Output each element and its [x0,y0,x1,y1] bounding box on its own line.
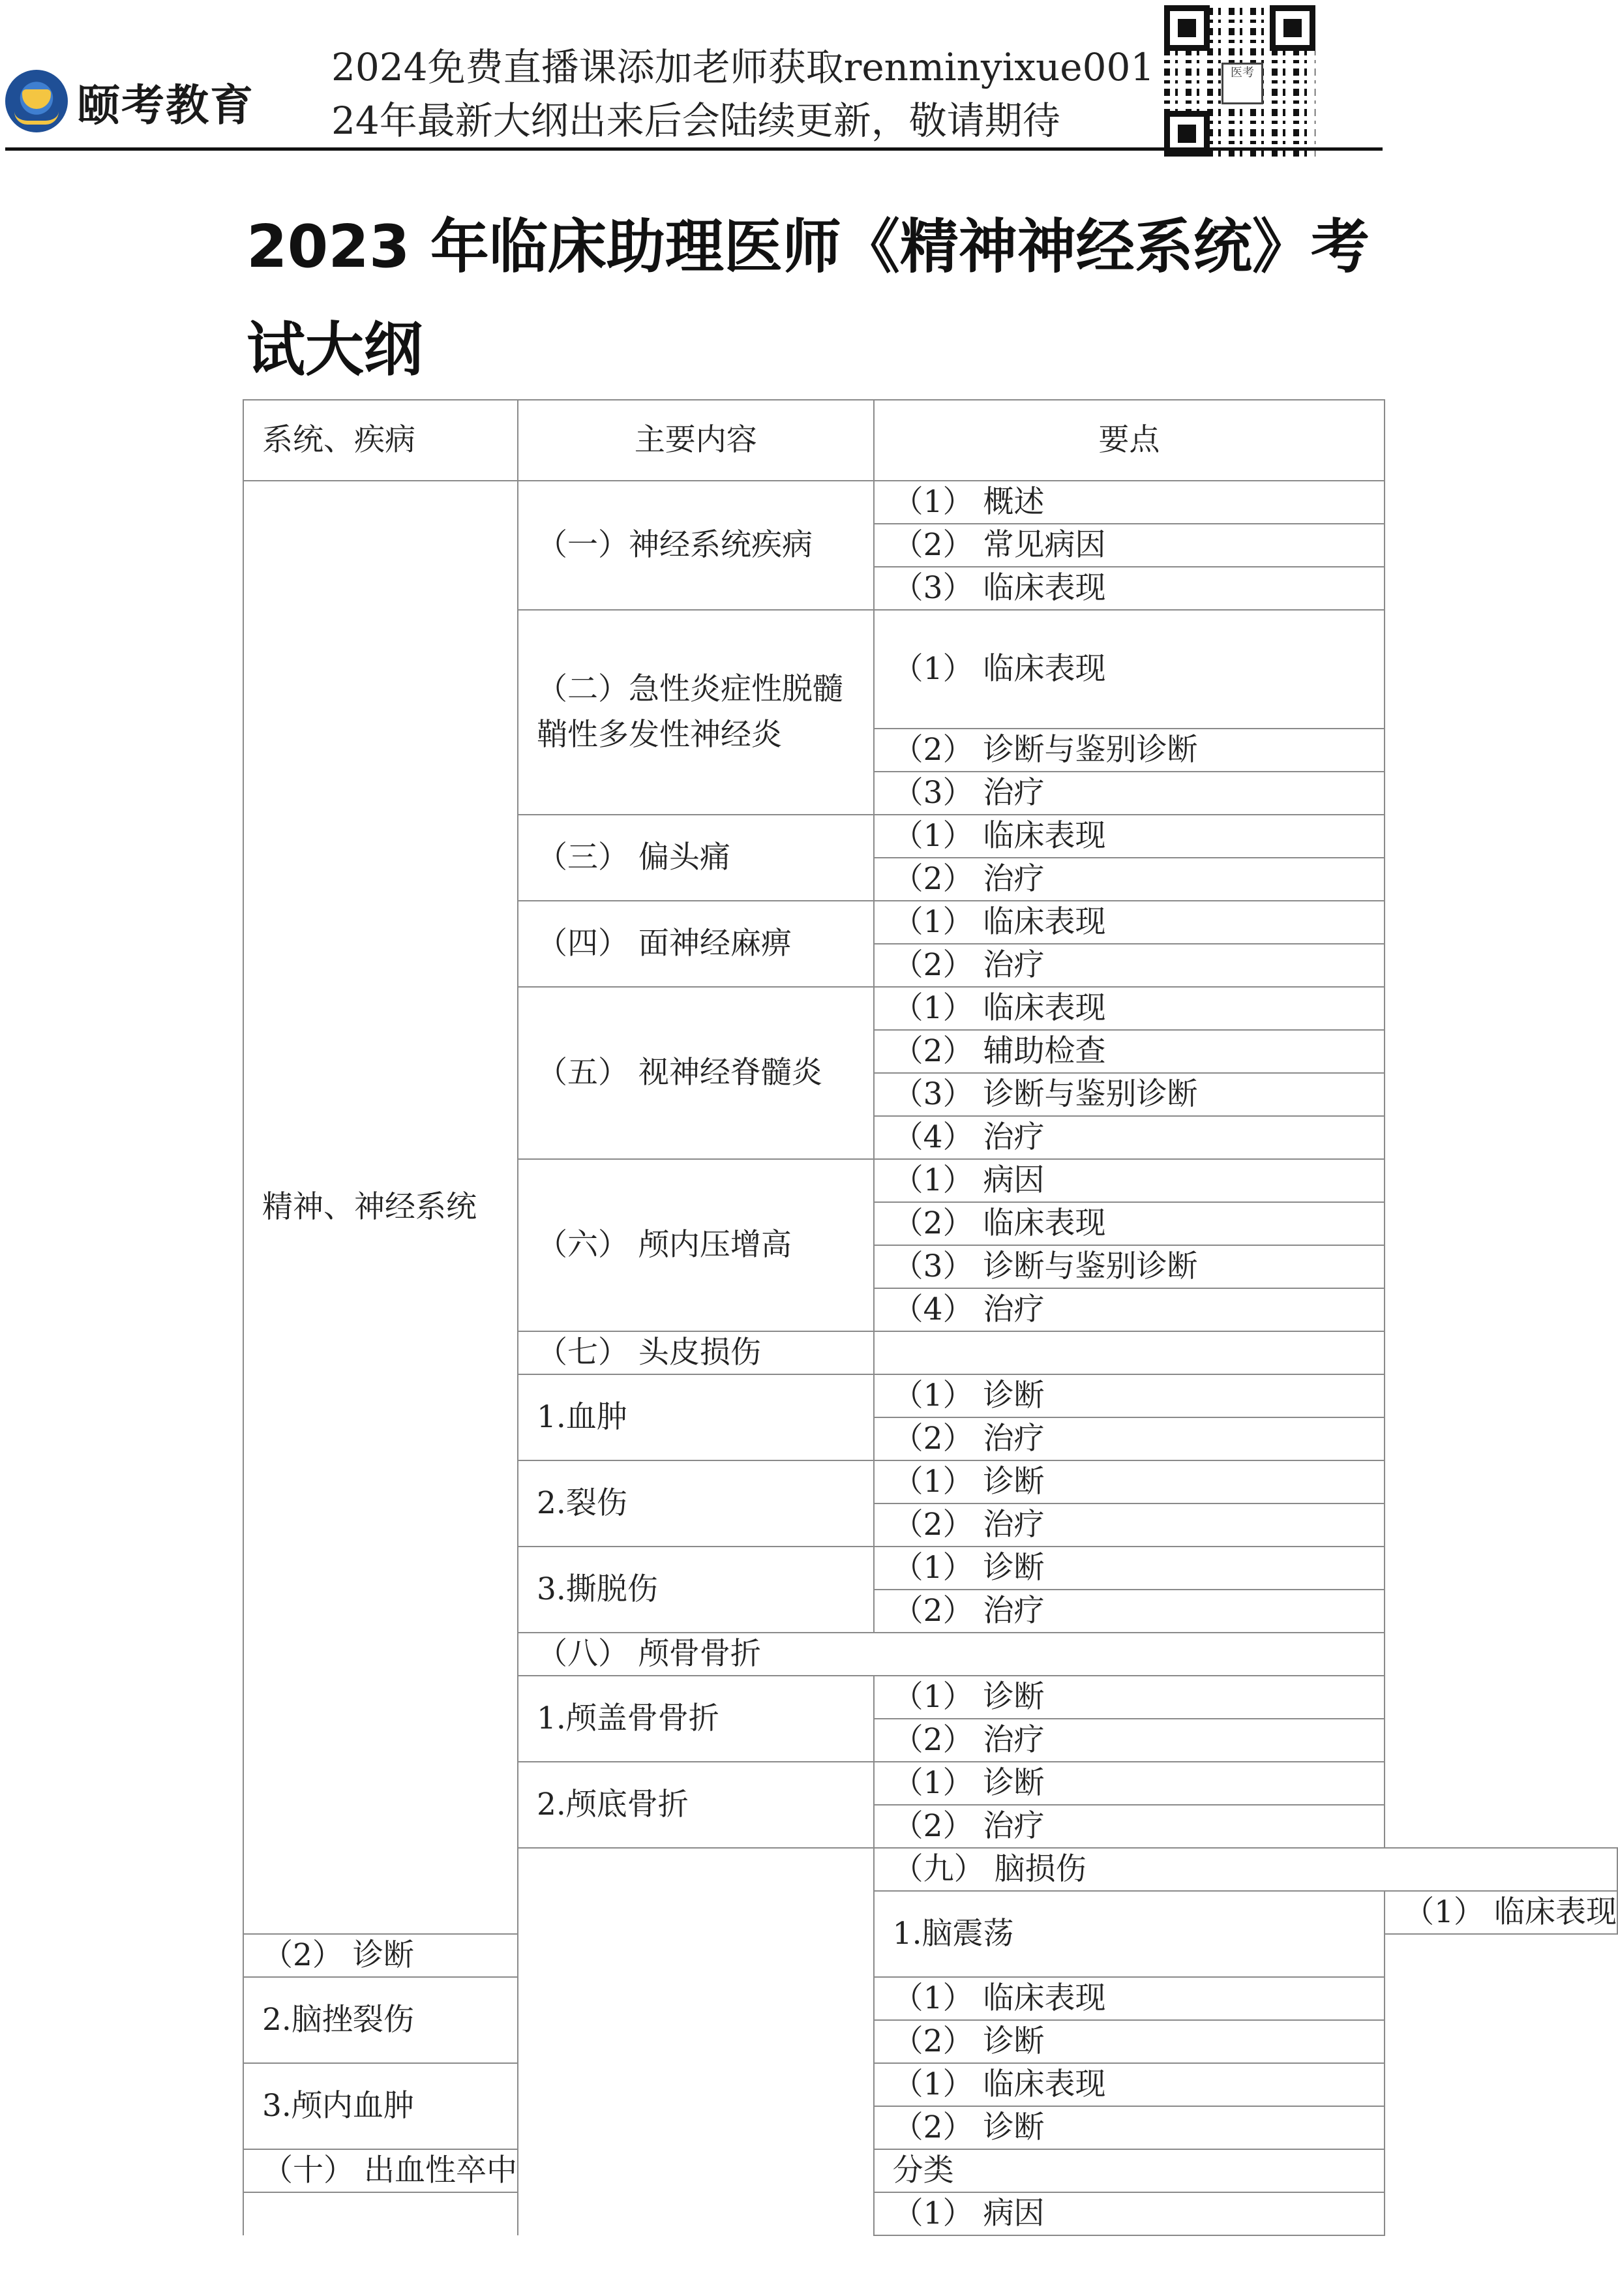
table-header-row [243,400,1617,481]
header-notice-line2: 24年最新大纲出来后会陆续更新，敬请期待 [331,98,1060,143]
point-cell: （2） 诊断 [874,2106,1385,2149]
point-cell: （1） 诊断 [874,1547,1385,1590]
content-cell: （八） 颅骨骨折 [518,1633,1385,1676]
point-cell: （1） 临床表现 [874,987,1385,1030]
content-cell: 2.脑挫裂伤 [243,1977,518,2063]
point-cell: （1） 临床表现 [874,610,1385,729]
point-cell: （2） 治疗 [874,858,1385,901]
header-content: 主要内容 [518,400,874,481]
content-cell: （二）急性炎症性脱髓鞘性多发性神经炎 [518,610,874,815]
system-cell-continued [518,1848,874,2235]
point-cell: （2） 常见病因 [874,524,1385,567]
point-cell: （1） 病因 [874,2192,1385,2235]
header-points: 要点 [874,400,1385,481]
qr-finder-top-right [1270,5,1315,51]
header-system: 系统、疾病 [243,400,518,481]
point-cell: （1） 临床表现 [874,2063,1385,2106]
point-cell: （2） 诊断 [243,1934,518,1977]
point-cell: （1） 诊断 [874,1460,1385,1503]
point-cell-empty [874,1331,1385,1374]
point-cell: （1） 诊断 [874,1374,1385,1417]
table-row [243,2149,1617,2192]
table-row [243,2192,1617,2235]
point-cell: （1） 临床表现 [1385,1891,1617,1934]
page-header [0,0,1618,157]
point-cell: 分类 [874,2149,1385,2192]
content-cell: 2.颅底骨折 [518,1762,874,1848]
point-cell: （4） 治疗 [874,1116,1385,1159]
system-cell: 精神、神经系统 [243,481,518,1934]
brand-badge-icon [5,70,68,132]
brand-logo [5,65,254,137]
point-cell: （2） 辅助检查 [874,1030,1385,1073]
header-notice [331,40,1154,147]
point-cell: （2） 临床表现 [874,1202,1385,1245]
point-cell: （3） 诊断与鉴别诊断 [874,1245,1385,1288]
content-cell: （五） 视神经脊髓炎 [518,987,874,1159]
point-cell: （1） 临床表现 [874,901,1385,944]
content-cell: 1.脑震荡 [874,1891,1385,1977]
content-cell: 3.撕脱伤 [518,1547,874,1633]
point-cell: （1） 诊断 [874,1676,1385,1719]
point-cell: （3） 治疗 [874,772,1385,815]
content-cell: （九） 脑损伤 [874,1848,1617,1891]
point-cell: （3） 临床表现 [874,567,1385,610]
point-cell: （2） 治疗 [874,1417,1385,1460]
point-cell: （2） 治疗 [874,1805,1385,1848]
document-title: 2023 年临床助理医师《精神神经系统》考试大纲 [247,213,1370,384]
point-cell: （1） 临床表现 [874,815,1385,858]
point-cell: （1） 概述 [874,481,1385,524]
content-cell-empty [243,2192,518,2235]
qr-finder-top-left [1164,5,1210,51]
point-cell: （4） 治疗 [874,1288,1385,1331]
content-cell: 1.血肿 [518,1374,874,1460]
point-cell: （1） 诊断 [874,1762,1385,1805]
point-cell: （2） 治疗 [874,1503,1385,1547]
table-row [243,481,1617,524]
content-cell: 3.颅内血肿 [243,2063,518,2149]
header-notice-line1: 2024免费直播课添加老师获取renminyixue001 [331,45,1155,89]
table-row [243,1977,1617,2020]
point-cell: （1） 临床表现 [874,1977,1385,2020]
content-cell: （三） 偏头痛 [518,815,874,901]
brand-name: 颐考教育 [77,80,254,130]
point-cell: （2） 诊断 [874,2020,1385,2063]
syllabus-table [243,399,1618,2236]
content-cell: （六） 颅内压增高 [518,1159,874,1331]
point-cell: （1） 病因 [874,1159,1385,1202]
header-divider [5,147,1383,151]
table-row [243,2063,1617,2106]
content-cell: （十） 出血性卒中 [243,2149,518,2192]
qr-center-logo: 医考 [1221,63,1263,104]
content-cell: 1.颅盖骨骨折 [518,1676,874,1762]
point-cell: （2） 治疗 [874,944,1385,987]
content-cell: （一）神经系统疾病 [518,481,874,610]
point-cell: （2） 治疗 [874,1719,1385,1762]
content-cell: （七） 头皮损伤 [518,1331,874,1374]
point-cell: （3） 诊断与鉴别诊断 [874,1073,1385,1116]
content-cell: 2.裂伤 [518,1460,874,1547]
qr-code-icon [1164,5,1315,157]
content-cell: （四） 面神经麻痹 [518,901,874,987]
point-cell: （2） 治疗 [874,1590,1385,1633]
point-cell: （2） 诊断与鉴别诊断 [874,729,1385,772]
